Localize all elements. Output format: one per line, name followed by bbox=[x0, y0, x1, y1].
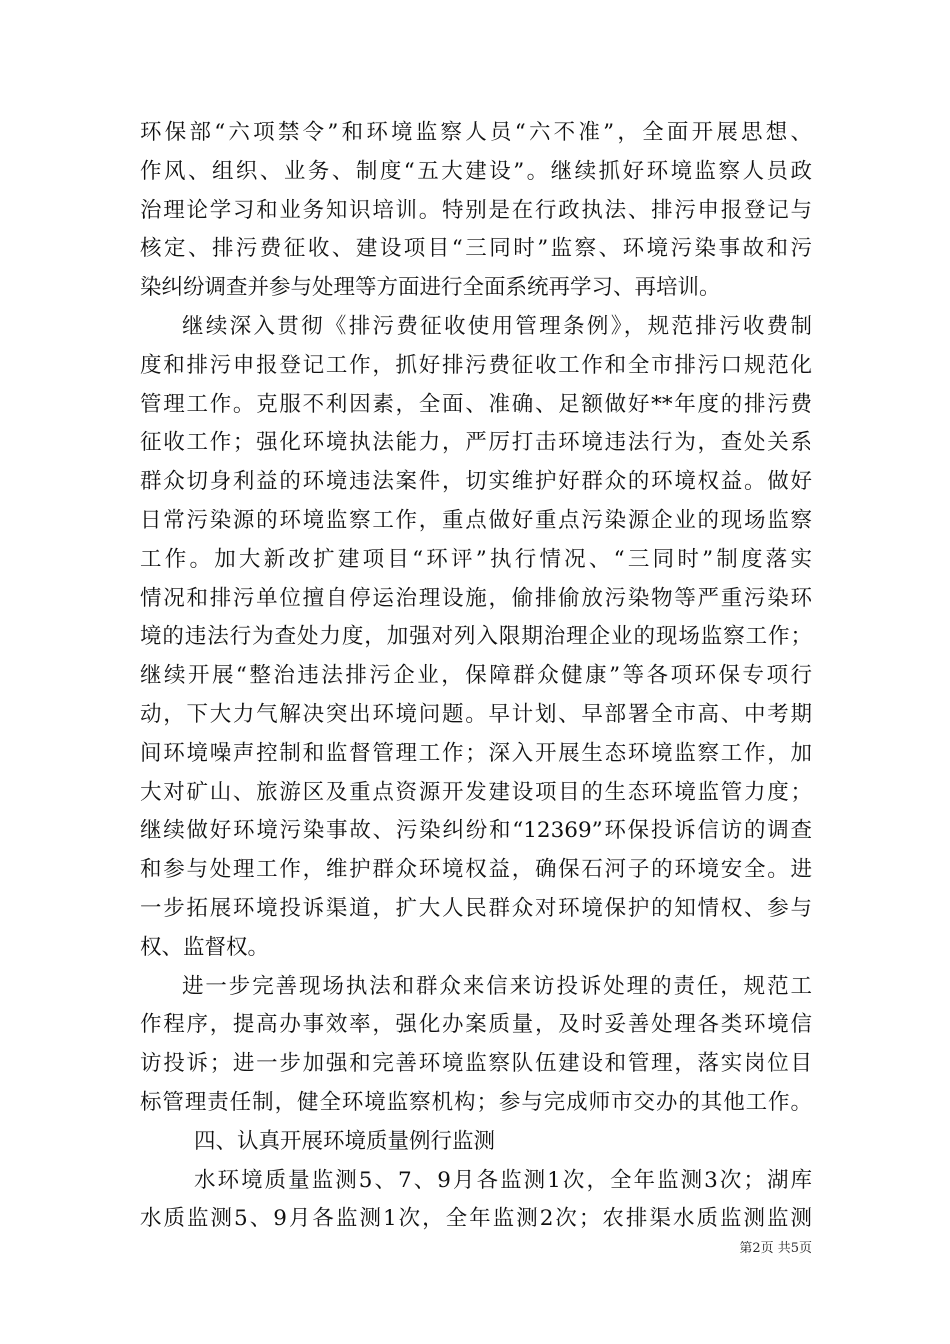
text-line: 权、监督权。 bbox=[140, 934, 270, 960]
text-line: 情况和排污单位擅自停运治理设施，偷排偷放污染物等严重污染环 bbox=[140, 585, 812, 611]
text-line: 访投诉；进一步加强和完善环境监察队伍建设和管理，落实岗位目 bbox=[140, 1051, 812, 1077]
text-line: 工作。加大新改扩建项目“环评”执行情况、“三同时”制度落实 bbox=[140, 546, 812, 572]
text-line: 环保部“六项禁令”和环境监察人员“六不准”，全面开展思想、 bbox=[140, 120, 812, 145]
text-line: 标管理责任制，健全环境监察机构；参与完成师市交办的其他工作。 bbox=[140, 1089, 812, 1115]
section-heading: 四、认真开展环境质量例行监测 bbox=[194, 1128, 496, 1154]
text-line: 水环境质量监测5、7、9月各监测1次，全年监测3次；湖库 bbox=[194, 1167, 812, 1193]
body-text bbox=[140, 114, 812, 1239]
text-line: 和参与处理工作，维护群众环境权益，确保石河子的环境安全。进 bbox=[140, 857, 812, 883]
text-line: 一步拓展环境投诉渠道，扩大人民群众对环境保护的知情权、参与 bbox=[140, 895, 812, 921]
text-line: 管理工作。克服不利因素，全面、准确、足额做好**年度的排污费 bbox=[140, 391, 812, 417]
page-number: 第2页 共5页 bbox=[739, 1241, 812, 1256]
text-line: 进一步完善现场执法和群众来信来访投诉处理的责任，规范工 bbox=[182, 973, 812, 999]
text-line: 度和排污申报登记工作，抓好排污费征收工作和全市排污口规范化 bbox=[140, 352, 812, 378]
text-line: 动，下大力气解决突出环境问题。早计划、早部署全市高、中考期 bbox=[140, 701, 812, 727]
text-line: 间环境噪声控制和监督管理工作；深入开展生态环境监察工作，加 bbox=[140, 740, 812, 766]
text-line: 境的违法行为查处力度，加强对列入限期治理企业的现场监察工作； bbox=[140, 624, 812, 650]
text-line: 作风、组织、业务、制度“五大建设”。继续抓好环境监察人员政 bbox=[140, 158, 812, 184]
text-line: 水质监测5、9月各监测1次，全年监测2次；农排渠水质监测监测 bbox=[140, 1206, 812, 1232]
text-line: 染纠纷调查并参与处理等方面进行全面系统再学习、再培训。 bbox=[140, 275, 721, 301]
text-line: 治理论学习和业务知识培训。特别是在行政执法、排污申报登记与 bbox=[140, 197, 812, 223]
text-line: 核定、排污费征收、建设项目“三同时”监察、环境污染事故和污 bbox=[140, 236, 812, 262]
text-line: 作程序，提高办事效率，强化办案质量，及时妥善处理各类环境信 bbox=[140, 1012, 812, 1038]
text-line: 大对矿山、旅游区及重点资源开发建设项目的生态环境监管力度； bbox=[140, 779, 812, 805]
text-line: 征收工作；强化环境执法能力，严厉打击环境违法行为，查处关系 bbox=[140, 430, 812, 456]
text-line: 继续深入贯彻《排污费征收使用管理条例》，规范排污收费制 bbox=[182, 313, 812, 339]
text-line: 群众切身利益的环境违法案件，切实维护好群众的环境权益。做好 bbox=[140, 469, 812, 495]
text-line: 继续做好环境污染事故、污染纠纷和“12369”环保投诉信访的调查 bbox=[140, 818, 812, 844]
text-line: 继续开展“整治违法排污企业，保障群众健康”等各项环保专项行 bbox=[140, 663, 812, 689]
text-line: 日常污染源的环境监察工作，重点做好重点污染源企业的现场监察 bbox=[140, 507, 812, 533]
